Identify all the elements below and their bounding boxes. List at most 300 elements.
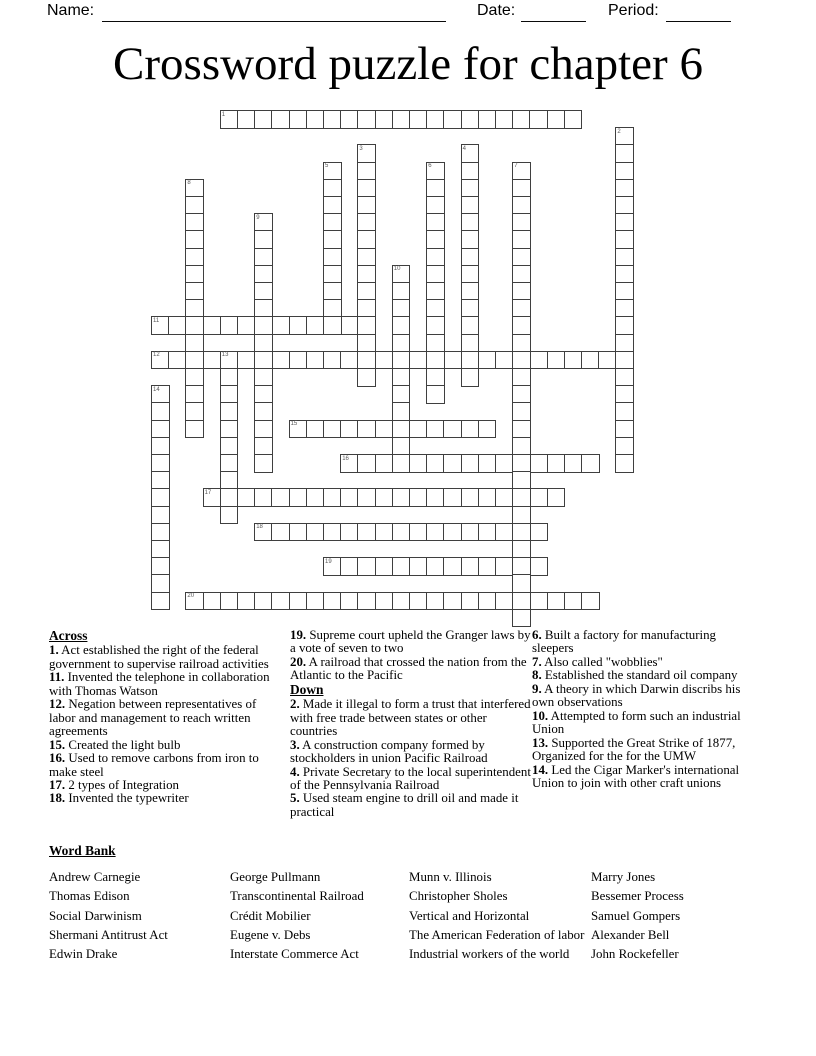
grid-cell[interactable] xyxy=(461,248,480,267)
grid-cell[interactable] xyxy=(185,402,204,421)
grid-cell[interactable] xyxy=(254,592,273,611)
grid-cell[interactable] xyxy=(375,420,394,439)
grid-cell[interactable] xyxy=(547,351,566,370)
grid-cell[interactable] xyxy=(392,420,411,439)
grid-cell[interactable] xyxy=(392,488,411,507)
grid-cell[interactable] xyxy=(598,351,617,370)
grid-cell[interactable] xyxy=(443,351,462,370)
grid-cell[interactable] xyxy=(495,351,514,370)
grid-cell[interactable] xyxy=(220,402,239,421)
grid-cell[interactable] xyxy=(615,420,634,439)
grid-cell[interactable] xyxy=(512,265,531,284)
grid-cell[interactable] xyxy=(254,402,273,421)
grid-cell[interactable] xyxy=(478,351,497,370)
name-blank-line[interactable] xyxy=(102,21,446,22)
grid-cell[interactable] xyxy=(237,316,256,335)
grid-cell[interactable] xyxy=(426,368,445,387)
grid-cell[interactable] xyxy=(357,162,376,181)
grid-cell[interactable] xyxy=(340,454,359,473)
grid-cell[interactable] xyxy=(254,230,273,249)
grid-cell[interactable] xyxy=(392,557,411,576)
grid-cell[interactable] xyxy=(615,248,634,267)
grid-cell[interactable] xyxy=(375,454,394,473)
grid-cell[interactable] xyxy=(512,230,531,249)
grid-cell[interactable] xyxy=(254,213,273,232)
grid-cell[interactable] xyxy=(254,454,273,473)
grid-cell[interactable] xyxy=(151,557,170,576)
grid-cell[interactable] xyxy=(392,385,411,404)
grid-cell[interactable] xyxy=(495,523,514,542)
grid-cell[interactable] xyxy=(461,179,480,198)
grid-cell[interactable] xyxy=(220,110,239,129)
grid-cell[interactable] xyxy=(615,196,634,215)
grid-cell[interactable] xyxy=(357,110,376,129)
grid-cell[interactable] xyxy=(237,488,256,507)
grid-cell[interactable] xyxy=(426,299,445,318)
grid-cell[interactable] xyxy=(512,471,531,490)
grid-cell[interactable] xyxy=(529,454,548,473)
grid-cell[interactable] xyxy=(392,402,411,421)
grid-cell[interactable] xyxy=(185,420,204,439)
grid-cell[interactable] xyxy=(185,248,204,267)
grid-cell[interactable] xyxy=(185,592,204,611)
grid-cell[interactable] xyxy=(512,557,531,576)
grid-cell[interactable] xyxy=(426,110,445,129)
date-blank-line[interactable] xyxy=(521,21,586,22)
grid-cell[interactable] xyxy=(357,144,376,163)
grid-cell[interactable] xyxy=(254,420,273,439)
grid-cell[interactable] xyxy=(478,592,497,611)
grid-cell[interactable] xyxy=(615,316,634,335)
grid-cell[interactable] xyxy=(461,299,480,318)
grid-cell[interactable] xyxy=(254,334,273,353)
grid-cell[interactable] xyxy=(478,420,497,439)
grid-cell[interactable] xyxy=(237,351,256,370)
grid-cell[interactable] xyxy=(289,420,308,439)
grid-cell[interactable] xyxy=(512,488,531,507)
grid-cell[interactable] xyxy=(289,523,308,542)
grid-cell[interactable] xyxy=(615,299,634,318)
grid-cell[interactable] xyxy=(512,179,531,198)
grid-cell[interactable] xyxy=(615,402,634,421)
grid-cell[interactable] xyxy=(306,316,325,335)
grid-cell[interactable] xyxy=(564,454,583,473)
grid-cell[interactable] xyxy=(254,299,273,318)
grid-cell[interactable] xyxy=(340,557,359,576)
grid-cell[interactable] xyxy=(615,230,634,249)
grid-cell[interactable] xyxy=(357,488,376,507)
grid-cell[interactable] xyxy=(426,523,445,542)
grid-cell[interactable] xyxy=(581,454,600,473)
grid-cell[interactable] xyxy=(392,334,411,353)
grid-cell[interactable] xyxy=(168,316,187,335)
grid-cell[interactable] xyxy=(220,385,239,404)
grid-cell[interactable] xyxy=(615,179,634,198)
grid-cell[interactable] xyxy=(529,523,548,542)
grid-cell[interactable] xyxy=(185,351,204,370)
grid-cell[interactable] xyxy=(323,351,342,370)
grid-cell[interactable] xyxy=(151,540,170,559)
grid-cell[interactable] xyxy=(529,557,548,576)
grid-cell[interactable] xyxy=(375,488,394,507)
grid-cell[interactable] xyxy=(151,488,170,507)
grid-cell[interactable] xyxy=(323,265,342,284)
grid-cell[interactable] xyxy=(271,316,290,335)
grid-cell[interactable] xyxy=(512,385,531,404)
grid-cell[interactable] xyxy=(271,488,290,507)
grid-cell[interactable] xyxy=(289,488,308,507)
grid-cell[interactable] xyxy=(426,557,445,576)
grid-cell[interactable] xyxy=(615,127,634,146)
grid-cell[interactable] xyxy=(512,299,531,318)
grid-cell[interactable] xyxy=(220,368,239,387)
grid-cell[interactable] xyxy=(357,248,376,267)
grid-cell[interactable] xyxy=(254,282,273,301)
grid-cell[interactable] xyxy=(478,557,497,576)
grid-cell[interactable] xyxy=(151,506,170,525)
grid-cell[interactable] xyxy=(375,592,394,611)
grid-cell[interactable] xyxy=(254,110,273,129)
grid-cell[interactable] xyxy=(426,196,445,215)
grid-cell[interactable] xyxy=(185,213,204,232)
grid-cell[interactable] xyxy=(185,230,204,249)
grid-cell[interactable] xyxy=(529,488,548,507)
grid-cell[interactable] xyxy=(409,110,428,129)
grid-cell[interactable] xyxy=(357,523,376,542)
grid-cell[interactable] xyxy=(151,437,170,456)
grid-cell[interactable] xyxy=(461,316,480,335)
grid-cell[interactable] xyxy=(254,351,273,370)
grid-cell[interactable] xyxy=(185,299,204,318)
grid-cell[interactable] xyxy=(512,162,531,181)
grid-cell[interactable] xyxy=(323,162,342,181)
grid-cell[interactable] xyxy=(220,592,239,611)
period-blank-line[interactable] xyxy=(666,21,731,22)
grid-cell[interactable] xyxy=(461,282,480,301)
grid-cell[interactable] xyxy=(271,592,290,611)
grid-cell[interactable] xyxy=(461,213,480,232)
grid-cell[interactable] xyxy=(443,488,462,507)
grid-cell[interactable] xyxy=(461,557,480,576)
grid-cell[interactable] xyxy=(426,420,445,439)
grid-cell[interactable] xyxy=(512,420,531,439)
grid-cell[interactable] xyxy=(357,230,376,249)
grid-cell[interactable] xyxy=(461,351,480,370)
grid-cell[interactable] xyxy=(426,162,445,181)
grid-cell[interactable] xyxy=(547,488,566,507)
grid-cell[interactable] xyxy=(357,265,376,284)
grid-cell[interactable] xyxy=(409,488,428,507)
grid-cell[interactable] xyxy=(323,299,342,318)
grid-cell[interactable] xyxy=(581,351,600,370)
grid-cell[interactable] xyxy=(512,609,531,628)
grid-cell[interactable] xyxy=(461,265,480,284)
grid-cell[interactable] xyxy=(581,592,600,611)
grid-cell[interactable] xyxy=(254,368,273,387)
grid-cell[interactable] xyxy=(306,110,325,129)
grid-cell[interactable] xyxy=(392,523,411,542)
grid-cell[interactable] xyxy=(306,351,325,370)
grid-cell[interactable] xyxy=(357,420,376,439)
grid-cell[interactable] xyxy=(357,368,376,387)
grid-cell[interactable] xyxy=(409,557,428,576)
grid-cell[interactable] xyxy=(151,471,170,490)
grid-cell[interactable] xyxy=(512,454,531,473)
grid-cell[interactable] xyxy=(168,351,187,370)
grid-cell[interactable] xyxy=(340,351,359,370)
grid-cell[interactable] xyxy=(461,420,480,439)
grid-cell[interactable] xyxy=(357,454,376,473)
grid-cell[interactable] xyxy=(357,213,376,232)
grid-cell[interactable] xyxy=(151,420,170,439)
grid-cell[interactable] xyxy=(323,110,342,129)
grid-cell[interactable] xyxy=(512,248,531,267)
grid-cell[interactable] xyxy=(220,454,239,473)
grid-cell[interactable] xyxy=(495,110,514,129)
grid-cell[interactable] xyxy=(512,282,531,301)
grid-cell[interactable] xyxy=(289,110,308,129)
grid-cell[interactable] xyxy=(529,351,548,370)
grid-cell[interactable] xyxy=(512,402,531,421)
grid-cell[interactable] xyxy=(426,248,445,267)
grid-cell[interactable] xyxy=(426,282,445,301)
grid-cell[interactable] xyxy=(461,144,480,163)
grid-cell[interactable] xyxy=(529,592,548,611)
grid-cell[interactable] xyxy=(271,351,290,370)
grid-cell[interactable] xyxy=(512,213,531,232)
grid-cell[interactable] xyxy=(615,351,634,370)
grid-cell[interactable] xyxy=(392,437,411,456)
grid-cell[interactable] xyxy=(392,316,411,335)
grid-cell[interactable] xyxy=(203,592,222,611)
grid-cell[interactable] xyxy=(323,420,342,439)
grid-cell[interactable] xyxy=(461,488,480,507)
grid-cell[interactable] xyxy=(254,385,273,404)
grid-cell[interactable] xyxy=(461,592,480,611)
grid-cell[interactable] xyxy=(237,592,256,611)
grid-cell[interactable] xyxy=(512,110,531,129)
grid-cell[interactable] xyxy=(203,351,222,370)
grid-cell[interactable] xyxy=(340,523,359,542)
grid-cell[interactable] xyxy=(615,454,634,473)
grid-cell[interactable] xyxy=(495,488,514,507)
grid-cell[interactable] xyxy=(185,334,204,353)
grid-cell[interactable] xyxy=(615,213,634,232)
grid-cell[interactable] xyxy=(615,334,634,353)
grid-cell[interactable] xyxy=(306,488,325,507)
grid-cell[interactable] xyxy=(426,230,445,249)
grid-cell[interactable] xyxy=(185,316,204,335)
grid-cell[interactable] xyxy=(357,179,376,198)
grid-cell[interactable] xyxy=(512,592,531,611)
grid-cell[interactable] xyxy=(564,351,583,370)
grid-cell[interactable] xyxy=(547,110,566,129)
grid-cell[interactable] xyxy=(426,454,445,473)
grid-cell[interactable] xyxy=(323,557,342,576)
grid-cell[interactable] xyxy=(409,351,428,370)
grid-cell[interactable] xyxy=(151,402,170,421)
grid-cell[interactable] xyxy=(271,110,290,129)
grid-cell[interactable] xyxy=(289,592,308,611)
grid-cell[interactable] xyxy=(461,454,480,473)
grid-cell[interactable] xyxy=(426,351,445,370)
grid-cell[interactable] xyxy=(426,488,445,507)
grid-cell[interactable] xyxy=(495,454,514,473)
grid-cell[interactable] xyxy=(426,334,445,353)
grid-cell[interactable] xyxy=(426,265,445,284)
grid-cell[interactable] xyxy=(443,420,462,439)
grid-cell[interactable] xyxy=(340,592,359,611)
grid-cell[interactable] xyxy=(478,454,497,473)
grid-cell[interactable] xyxy=(564,110,583,129)
grid-cell[interactable] xyxy=(323,248,342,267)
grid-cell[interactable] xyxy=(185,385,204,404)
grid-cell[interactable] xyxy=(151,574,170,593)
grid-cell[interactable] xyxy=(443,110,462,129)
grid-cell[interactable] xyxy=(323,488,342,507)
grid-cell[interactable] xyxy=(461,196,480,215)
grid-cell[interactable] xyxy=(392,265,411,284)
grid-cell[interactable] xyxy=(478,110,497,129)
grid-cell[interactable] xyxy=(323,316,342,335)
grid-cell[interactable] xyxy=(495,557,514,576)
grid-cell[interactable] xyxy=(254,248,273,267)
grid-cell[interactable] xyxy=(392,282,411,301)
grid-cell[interactable] xyxy=(392,368,411,387)
grid-cell[interactable] xyxy=(203,488,222,507)
grid-cell[interactable] xyxy=(357,196,376,215)
grid-cell[interactable] xyxy=(306,523,325,542)
grid-cell[interactable] xyxy=(392,299,411,318)
grid-cell[interactable] xyxy=(547,454,566,473)
grid-cell[interactable] xyxy=(289,351,308,370)
grid-cell[interactable] xyxy=(357,282,376,301)
grid-cell[interactable] xyxy=(375,523,394,542)
grid-cell[interactable] xyxy=(289,316,308,335)
grid-cell[interactable] xyxy=(615,368,634,387)
grid-cell[interactable] xyxy=(409,523,428,542)
grid-cell[interactable] xyxy=(392,454,411,473)
grid-cell[interactable] xyxy=(615,282,634,301)
grid-cell[interactable] xyxy=(237,110,256,129)
grid-cell[interactable] xyxy=(185,179,204,198)
grid-cell[interactable] xyxy=(461,230,480,249)
grid-cell[interactable] xyxy=(512,368,531,387)
grid-cell[interactable] xyxy=(357,299,376,318)
grid-cell[interactable] xyxy=(271,523,290,542)
grid-cell[interactable] xyxy=(426,385,445,404)
grid-cell[interactable] xyxy=(254,488,273,507)
grid-cell[interactable] xyxy=(357,351,376,370)
grid-cell[interactable] xyxy=(185,265,204,284)
grid-cell[interactable] xyxy=(615,144,634,163)
grid-cell[interactable] xyxy=(220,420,239,439)
grid-cell[interactable] xyxy=(478,523,497,542)
grid-cell[interactable] xyxy=(615,385,634,404)
grid-cell[interactable] xyxy=(151,592,170,611)
grid-cell[interactable] xyxy=(323,592,342,611)
grid-cell[interactable] xyxy=(495,592,514,611)
grid-cell[interactable] xyxy=(323,282,342,301)
grid-cell[interactable] xyxy=(254,265,273,284)
grid-cell[interactable] xyxy=(409,454,428,473)
grid-cell[interactable] xyxy=(340,488,359,507)
grid-cell[interactable] xyxy=(323,179,342,198)
grid-cell[interactable] xyxy=(564,592,583,611)
grid-cell[interactable] xyxy=(220,506,239,525)
grid-cell[interactable] xyxy=(461,523,480,542)
grid-cell[interactable] xyxy=(512,196,531,215)
grid-cell[interactable] xyxy=(220,351,239,370)
grid-cell[interactable] xyxy=(615,265,634,284)
grid-cell[interactable] xyxy=(512,316,531,335)
grid-cell[interactable] xyxy=(357,592,376,611)
grid-cell[interactable] xyxy=(340,110,359,129)
grid-cell[interactable] xyxy=(426,179,445,198)
grid-cell[interactable] xyxy=(220,488,239,507)
grid-cell[interactable] xyxy=(461,162,480,181)
grid-cell[interactable] xyxy=(357,557,376,576)
grid-cell[interactable] xyxy=(323,230,342,249)
grid-cell[interactable] xyxy=(203,316,222,335)
grid-cell[interactable] xyxy=(443,592,462,611)
grid-cell[interactable] xyxy=(426,316,445,335)
grid-cell[interactable] xyxy=(151,385,170,404)
grid-cell[interactable] xyxy=(151,316,170,335)
grid-cell[interactable] xyxy=(409,420,428,439)
grid-cell[interactable] xyxy=(151,351,170,370)
grid-cell[interactable] xyxy=(323,196,342,215)
grid-cell[interactable] xyxy=(443,523,462,542)
grid-cell[interactable] xyxy=(512,437,531,456)
grid-cell[interactable] xyxy=(340,420,359,439)
grid-cell[interactable] xyxy=(357,334,376,353)
grid-cell[interactable] xyxy=(409,592,428,611)
grid-cell[interactable] xyxy=(443,557,462,576)
grid-cell[interactable] xyxy=(185,282,204,301)
grid-cell[interactable] xyxy=(392,110,411,129)
grid-cell[interactable] xyxy=(615,162,634,181)
grid-cell[interactable] xyxy=(529,110,548,129)
grid-cell[interactable] xyxy=(512,540,531,559)
grid-cell[interactable] xyxy=(220,316,239,335)
grid-cell[interactable] xyxy=(461,334,480,353)
grid-cell[interactable] xyxy=(220,471,239,490)
grid-cell[interactable] xyxy=(461,368,480,387)
grid-cell[interactable] xyxy=(512,334,531,353)
grid-cell[interactable] xyxy=(615,437,634,456)
grid-cell[interactable] xyxy=(306,420,325,439)
grid-cell[interactable] xyxy=(375,557,394,576)
grid-cell[interactable] xyxy=(340,316,359,335)
grid-cell[interactable] xyxy=(375,110,394,129)
grid-cell[interactable] xyxy=(392,351,411,370)
grid-cell[interactable] xyxy=(254,437,273,456)
grid-cell[interactable] xyxy=(461,110,480,129)
grid-cell[interactable] xyxy=(185,368,204,387)
grid-cell[interactable] xyxy=(426,592,445,611)
grid-cell[interactable] xyxy=(323,213,342,232)
grid-cell[interactable] xyxy=(512,351,531,370)
grid-cell[interactable] xyxy=(357,316,376,335)
grid-cell[interactable] xyxy=(306,592,325,611)
grid-cell[interactable] xyxy=(426,213,445,232)
grid-cell[interactable] xyxy=(547,592,566,611)
grid-cell[interactable] xyxy=(185,196,204,215)
grid-cell[interactable] xyxy=(375,351,394,370)
grid-cell[interactable] xyxy=(254,316,273,335)
grid-cell[interactable] xyxy=(151,454,170,473)
